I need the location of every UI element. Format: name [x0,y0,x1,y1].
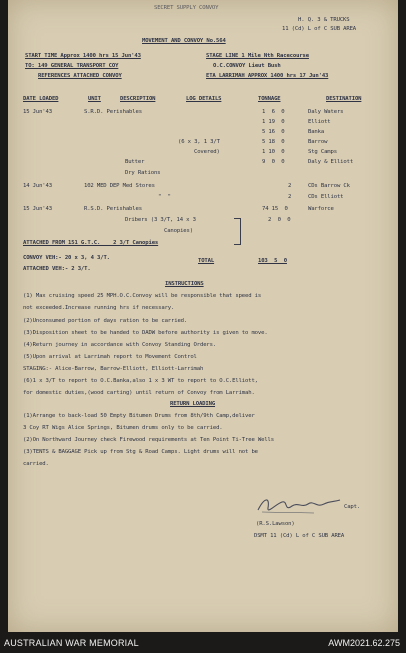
row-destination: CDs Elliott [308,194,344,200]
unit-line-2: 11 (Cd) L of C SUB AREA [282,26,357,32]
col-header-destination: DESTINATION [326,96,362,102]
col-header-unit: UNIT [88,96,101,102]
instruction-line: not exceeded.Increase running hrs if necessary. [23,305,175,311]
row-tonnage: 2 [288,194,292,200]
return-line: 3 Coy RT Wigs Alice Springs, Bitumen drums only to be carried. [23,425,223,431]
row-description: R.S.D. Perishables [84,206,142,212]
order-title: MOVEMENT AND CONVOY No.564 [142,38,226,44]
return-line: (1)Arrange to back-load 50 Empty Bitumen Drums from 8th/9th Camp,deliver [23,413,255,419]
row-tonnage: 9 0 0 [262,159,285,165]
convoy-vehicles: CONVOY VEH:- 20 x 3, 4 3/T. [23,255,110,261]
row-tonnage: 74 15 0 [262,206,288,212]
row-tonnage: 2 0 0 [268,217,291,223]
handwritten-signature [254,492,344,518]
row-description: Butter [125,159,145,165]
instruction-line: (1) Max cruising speed 25 MPH.O.C.Convoy will be responsible that speed is [23,293,262,299]
eta-line: ETA LARRIMAH APPROX 1400 hrs 17 Jun'43 [206,73,329,79]
footer-accession-number: AWM2021.62.275 [328,638,400,648]
instruction-line: (2)Unconsumed portion of days ration to be carried. [23,318,188,324]
col-header-date: DATE LOADED [23,96,59,102]
stage-line: STAGE LINE 1 Mile Nth Racecourse [206,53,309,59]
to-line: TO: 149 GENERAL TRANSPORT COY [25,63,119,69]
row-description: Covered) [194,149,220,155]
footer-bar [0,632,406,653]
row-description: 102 MED DEP Med Stores [84,183,155,189]
signature-name: (R.S.Lawson) [256,521,295,527]
row-description: Canopies) [164,228,193,234]
oc-convoy: O.C.CONVOY Lieut Bush [213,63,281,69]
row-description: Dribers (3 3/T, 14 x 3 [125,217,196,223]
row-tonnage: 1 10 0 [262,149,285,155]
instruction-line: (5)Upon arrival at Larrimah report to Movement Control [23,354,197,360]
row-destination: Stg Camps [308,149,337,155]
bracket-mark [234,218,241,245]
instruction-line: (4)Return journey in accordance with Convoy Standing Orders. [23,342,217,348]
references-line: REFERENCES ATTACHED CONVOY [38,73,122,79]
smudged-title: SECRET SUPPLY CONVOY [154,5,219,11]
return-line: carried. [23,461,49,467]
row-description: (6 x 3, 1 3/T [178,139,220,145]
row-destination: Daly & Elliott [308,159,354,165]
row-description: " " [158,194,171,200]
total-value: 103 5 0 [258,258,287,264]
attached-vehicles: ATTACHED VEH:- 2 3/T. [23,266,91,272]
row-destination: Elliott [308,119,331,125]
total-label: TOTAL [198,258,215,264]
instruction-line: (3)Disposition sheet to be handed to DADW before authority is given to move. [23,330,268,336]
row-destination: Barrow [308,139,328,145]
row-date: 15 Jun'43 [23,206,52,212]
instruction-line: (6)1 x 3/T to report to O.C.Banka,also 1 x 3 WT to report to O.C.Elliott, [23,378,258,384]
signature-rank: Capt. [344,504,361,510]
row-destination: Banka [308,129,325,135]
attached-from: ATTACHED FROM 151 G.T.C. 2 3/T Canopies [23,240,159,246]
row-destination: Warforce [308,206,334,212]
row-destination: CDs Barrow Ck [308,183,350,189]
row-tonnage: 2 [288,183,292,189]
row-tonnage: 5 18 0 [262,139,285,145]
return-loading-title: RETURN LOADING [170,401,216,407]
unit-line-1: H. Q. 3 & TRUCKS [298,17,350,23]
footer-institution: AUSTRALIAN WAR MEMORIAL [4,638,139,648]
row-date: 15 Jun'43 [23,109,52,115]
col-header-tonnage: TONNAGE [258,96,281,102]
col-header-description: DESCRIPTION [120,96,156,102]
row-date: 14 Jun'43 [23,183,52,189]
document-sheet [8,0,398,632]
instruction-line: STAGING:- Alice-Barrow, Barrow-Elliott, Elliott-Larrimah [23,366,204,372]
row-destination: Daly Waters [308,109,344,115]
start-time: START TIME Approx 1400 hrs 15 Jun'43 [25,53,141,59]
row-tonnage: 1 19 0 [262,119,285,125]
row-tonnage: 1 6 0 [262,109,285,115]
instructions-title: INSTRUCTIONS [165,281,204,287]
signature-unit: DSMT 11 (Cd) L of C SUB AREA [254,533,345,539]
return-line: (3)TENTS & BAGGAGE Pick up from Stg & Road Camps. Light drums will not be [23,449,258,455]
instruction-line: for domestic duties,(wood carting) until return of Convoy from Larrimah. [23,390,255,396]
return-line: (2)On Northward Journey check Firewood requirements at Ten Point Ti-Tree Wells [23,437,274,443]
row-tonnage: 5 16 0 [262,129,285,135]
row-description: S.R.D. Perishables [84,109,142,115]
row-description: Dry Rations [125,170,161,176]
col-header-log: LOG DETAILS [186,96,222,102]
